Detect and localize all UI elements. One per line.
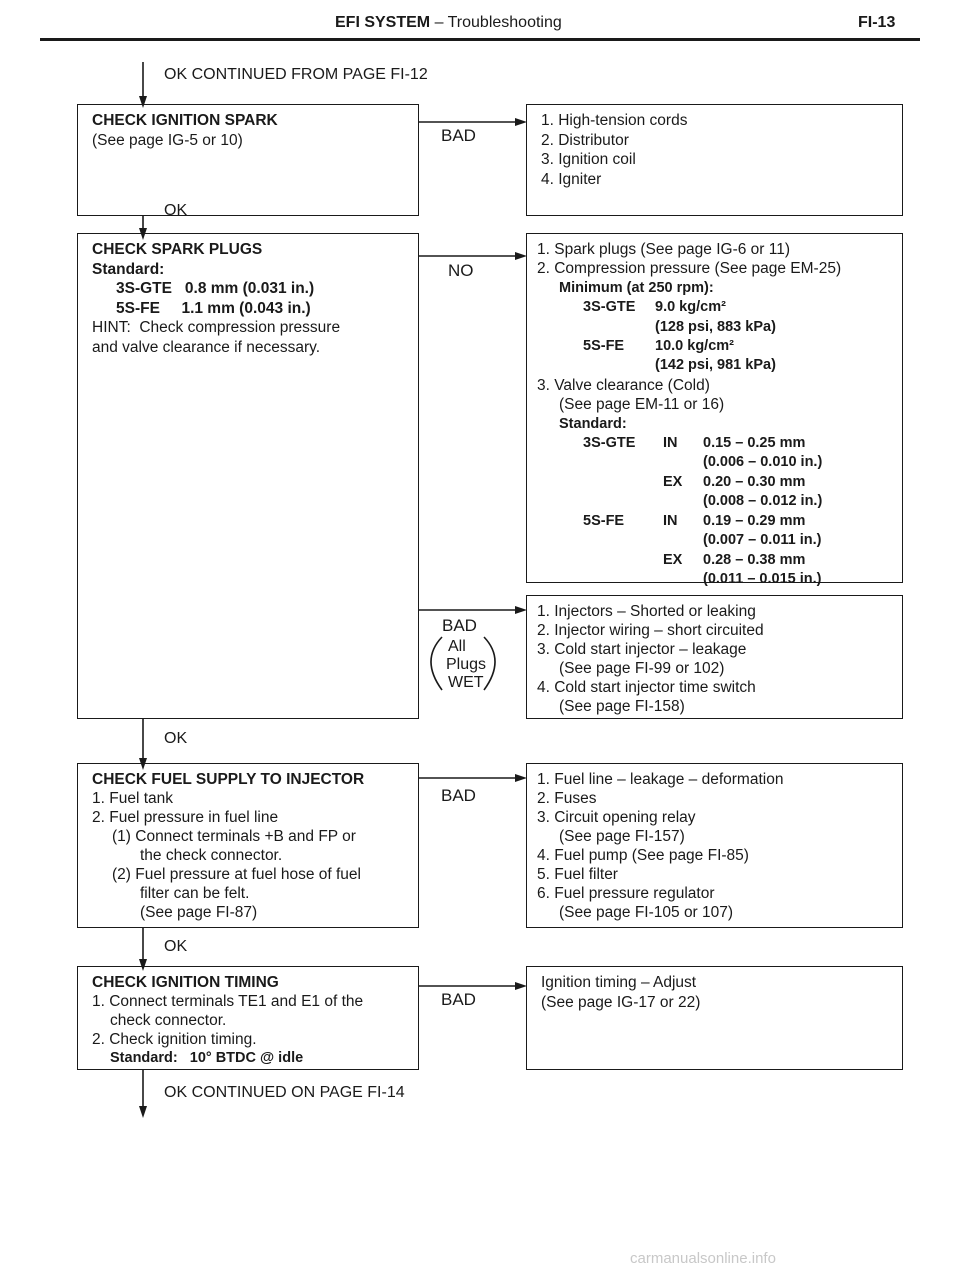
fuel-supply-causes-box [526,763,903,928]
cause-item: 2. Compression pressure (See page EM-25) [537,260,842,278]
cause-item: (See page FI-157) [559,828,685,845]
spec-line: (0.006 – 0.010 in.) [703,454,823,471]
page-number: FI-13 [858,14,896,31]
ok-label-1: OK [164,202,188,219]
check-step: 1. Fuel tank [92,790,173,807]
spec-line: Minimum (at 250 rpm): [559,279,714,296]
cause-item: (See page FI-105 or 107) [559,904,734,921]
check-step: the check connector. [140,847,283,864]
hint-line: and valve clearance if necessary. [92,338,321,356]
cause-item: (See page FI-99 or 102) [559,660,725,677]
ok-label-3: OK [164,938,188,955]
spec-value: 0.28 – 0.38 mm [703,551,806,568]
spec-model: 5S-FE [583,512,625,529]
spec-valve: IN [663,435,678,452]
check-step: (1) Connect terminals +B and FP or [112,828,356,845]
check-step: 2. Check ignition timing. [92,1031,257,1048]
hint-line: HINT: Check compression pressure [92,319,341,336]
cause-item: 3. Ignition coil [541,151,636,168]
spec-line [537,298,888,317]
timing-standard: Standard: 10° BTDC @ idle [110,1050,304,1066]
spec-line: 3S-GTE 0.8 mm (0.031 in.) [116,280,315,297]
spec-line [537,434,888,453]
check-step: (2) Fuel pressure at fuel hose of fuel [112,866,361,883]
spec-model: 3S-GTE [583,299,636,316]
spec-line [537,473,888,492]
spec-line: (128 psi, 883 kPa) [655,318,776,335]
page-title-section: EFI SYSTEM [335,14,431,31]
check-fuel-supply-title: CHECK FUEL SUPPLY TO INJECTOR [92,771,365,788]
cause-item: Ignition timing – Adjust [541,974,697,991]
cause-item: 4. Cold start injector time switch [537,679,756,696]
spec-valve: EX [663,551,683,568]
cause-item: 4. Igniter [541,170,602,188]
cause-item: 1. Spark plugs (See page IG-6 or 11) [537,241,791,258]
spark-plugs-no-causes-box [526,233,903,587]
cause-item: 5. Fuel filter [537,866,618,883]
cause-item: 3. Valve clearance (Cold) [537,376,710,394]
spark-plugs-bad-causes-box [526,595,903,719]
check-step: (See page FI-87) [140,904,258,921]
spec-line: (142 psi, 981 kPa) [655,357,776,374]
ignition-timing-causes-box [526,966,903,1070]
bad-condition-line: WET [448,674,484,691]
bad-condition-line: Plugs [446,656,487,673]
continued-from-label: OK CONTINUED FROM PAGE FI-12 [164,66,428,83]
cause-item: 1. Injectors – Shorted or leaking [537,603,756,620]
check-spark-plugs-box [77,233,419,719]
cause-item: 3. Cold start injector – leakage [537,641,747,658]
result-bad-label: BAD [441,786,476,805]
spec-value: 0.20 – 0.30 mm [703,473,806,490]
cause-item: 2. Injector wiring – short circuited [537,622,764,639]
spec-line: 5S-FE 1.1 mm (0.043 in.) [116,299,311,317]
cause-item: 6. Fuel pressure regulator [537,885,715,902]
check-ignition-timing-box [77,966,419,1070]
result-bad-label: BAD [441,990,476,1009]
check-step: check connector. [110,1012,227,1029]
spec-value: 0.19 – 0.29 mm [703,512,806,529]
spec-line: (0.008 – 0.012 in.) [703,493,823,510]
check-fuel-supply-box [77,763,419,928]
cause-item: 1. High-tension cords [541,112,688,129]
check-step: 1. Connect terminals TE1 and E1 of the [92,993,364,1010]
cause-item: 2. Distributor [541,131,629,149]
check-step: 2. Fuel pressure in fuel line [92,809,279,826]
spec-value: 10.0 kg/cm² [655,338,734,355]
spec-model: 5S-FE [583,338,625,355]
spec-model: 3S-GTE [583,435,636,452]
spec-value: 9.0 kg/cm² [655,299,726,316]
ok-label-2: OK [164,730,188,747]
result-bad-label: BAD [442,616,477,635]
result-no-label: NO [448,261,474,280]
spec-line [537,337,888,356]
result-bad-label: BAD [441,126,476,145]
standard-label: Standard: [559,415,627,432]
check-step: filter can be felt. [140,885,250,902]
cause-item: 4. Fuel pump (See page FI-85) [537,847,749,864]
spec-line: (0.007 – 0.011 in.) [703,532,822,549]
check-ignition-spark-ref: (See page IG-5 or 10) [92,131,243,149]
bad-condition-line: All [448,638,466,655]
spec-valve: IN [663,512,678,529]
spec-line [537,551,888,570]
check-ignition-timing-title: CHECK IGNITION TIMING [92,974,279,991]
spec-line: (0.011 – 0.015 in.) [703,570,822,587]
check-ignition-spark-title: CHECK IGNITION SPARK [92,112,278,129]
spec-value: 0.15 – 0.25 mm [703,435,806,452]
cause-item: (See page FI-158) [559,698,685,715]
check-spark-plugs-title: CHECK SPARK PLUGS [92,241,263,258]
check-ignition-spark-box [77,104,419,216]
cause-item: 3. Circuit opening relay [537,809,696,826]
ignition-spark-causes-box [526,104,903,216]
spec-line [537,512,888,531]
watermark: carmanualsonline.info [630,1250,776,1267]
cause-item: 1. Fuel line – leakage – deformation [537,771,784,788]
cause-item: (See page EM-11 or 16) [559,396,725,414]
continued-on-label: OK CONTINUED ON PAGE FI-14 [164,1084,405,1101]
spec-valve: EX [663,473,683,490]
cause-item: 2. Fuses [537,790,597,807]
page-title-subsection: – Troubleshooting [430,14,562,31]
standard-label: Standard: [92,260,165,278]
cause-item: (See page IG-17 or 22) [541,993,701,1011]
